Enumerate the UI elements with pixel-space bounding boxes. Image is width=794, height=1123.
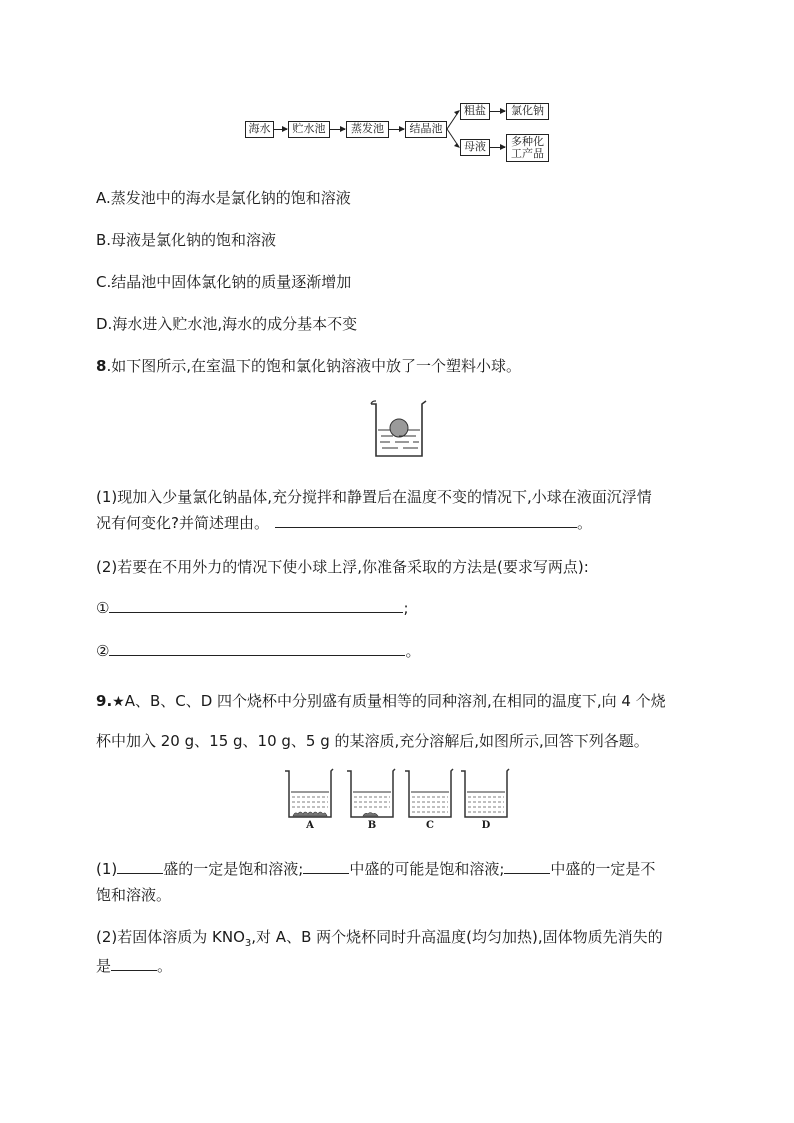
beaker-label-d: D [481, 820, 491, 831]
q9-part2-text: ,对 A、B 两个烧杯同时升高温度(均匀加热),固体物质先消失的 [251, 928, 663, 946]
answer-blank[interactable] [504, 859, 550, 874]
flow-node-reservoir: 贮水池 [288, 121, 330, 138]
q9-part1-text: 中盛的一定是不 [550, 860, 656, 878]
q9-dot: . [106, 692, 113, 710]
q9-part1-line1 [96, 858, 655, 879]
q9-part2-subscript: 3 [244, 938, 252, 949]
q9-part2-text: (2)若固体溶质为 KNO [96, 928, 245, 946]
flow-node-chemical-products [506, 134, 549, 162]
q9-part1-text: (1) [96, 860, 118, 878]
flow-arrow [490, 111, 505, 112]
answer-blank[interactable] [275, 513, 577, 528]
q8-part1-line1: (1)现加入少量氯化钠晶体,充分搅拌和静置后在温度不变的情况下,小球在液面沉浮情 [96, 488, 652, 506]
q9-number: 9 [96, 692, 107, 710]
q7-option-a: A.蒸发池中的海水是氯化钠的饱和溶液 [96, 189, 351, 207]
flow-node-evaporation-pond: 蒸发池 [346, 121, 389, 138]
beaker-label-a: A [306, 820, 314, 831]
q9-part2-line2 [96, 955, 172, 976]
star-icon: ★ [112, 694, 125, 710]
flow-node-seawater: 海水 [245, 121, 274, 138]
q8-item1-end: ; [403, 599, 409, 617]
q9-part2-end: 。 [157, 957, 173, 975]
q9-stem-line2: 杯中加入 20 g、15 g、10 g、5 g 的某溶质,充分溶解后,如图所示,回答下列各题。 [96, 732, 649, 750]
q8-part1-end: 。 [576, 514, 592, 532]
q9-part1-line2: 饱和溶液。 [96, 886, 172, 904]
answer-blank[interactable] [303, 859, 349, 874]
q9-part2-text: 是 [96, 957, 112, 975]
flow-arrow [389, 129, 404, 130]
flow-node-crystallization-pond: 结晶池 [405, 121, 447, 138]
beaker-b [347, 769, 395, 817]
flow-arrow [490, 147, 505, 148]
beaker-c [405, 769, 453, 817]
beaker-label-b: B [367, 820, 377, 831]
q7-option-d: D.海水进入贮水池,海水的成分基本不变 [96, 315, 358, 333]
q9-part1-text: 中盛的可能是饱和溶液; [349, 860, 505, 878]
q9-stem-line1 [96, 690, 666, 711]
answer-blank[interactable] [111, 956, 157, 971]
q8-number: 8 [96, 357, 107, 375]
q8-part1-text: 况有何变化?并简述理由。 [96, 514, 269, 532]
flow-node-text: 工产品 [511, 147, 544, 160]
flow-node-text: 多种化 [511, 135, 544, 148]
q8-stem [96, 355, 521, 376]
q8-part2: (2)若要在不用外力的情况下使小球上浮,你准备采取的方法是(要求写两点): [96, 558, 589, 576]
flow-node-sodium-chloride: 氯化钠 [506, 103, 549, 120]
q9-part1-text: 盛的一定是饱和溶液; [163, 860, 304, 878]
q9-part2-line1 [96, 926, 663, 949]
q8-item1 [96, 598, 409, 617]
flow-arrow [330, 129, 345, 130]
answer-blank[interactable] [109, 598, 403, 613]
q8-stem-text: .如下图所示,在室温下的饱和氯化钠溶液中放了一个塑料小球。 [106, 357, 521, 375]
q7-option-b: B.母液是氯化钠的饱和溶液 [96, 231, 277, 249]
answer-blank[interactable] [117, 859, 163, 874]
flow-node-mother-liquor: 母液 [460, 139, 490, 156]
q9-stem-text: A、B、C、D 四个烧杯中分别盛有质量相等的同种溶剂,在相同的温度下,向 4 个烧 [124, 692, 666, 710]
q8-item2-end: 。 [405, 642, 421, 660]
flow-node-crude-salt: 粗盐 [460, 103, 490, 120]
beaker-label-c: C [426, 820, 434, 831]
q7-option-c: C.结晶池中固体氯化钠的质量逐渐增加 [96, 273, 352, 291]
q8-part1-line2 [96, 512, 592, 533]
beaker-with-ball-figure [368, 398, 430, 460]
q8-item2 [96, 640, 420, 661]
flow-arrow [274, 129, 287, 130]
beaker-a [285, 769, 333, 817]
answer-blank[interactable] [109, 641, 405, 656]
q8-item1-marker: ① [96, 599, 110, 617]
q8-item2-marker: ② [96, 642, 110, 660]
beaker-d [461, 769, 509, 817]
four-beakers-figure [282, 768, 512, 820]
